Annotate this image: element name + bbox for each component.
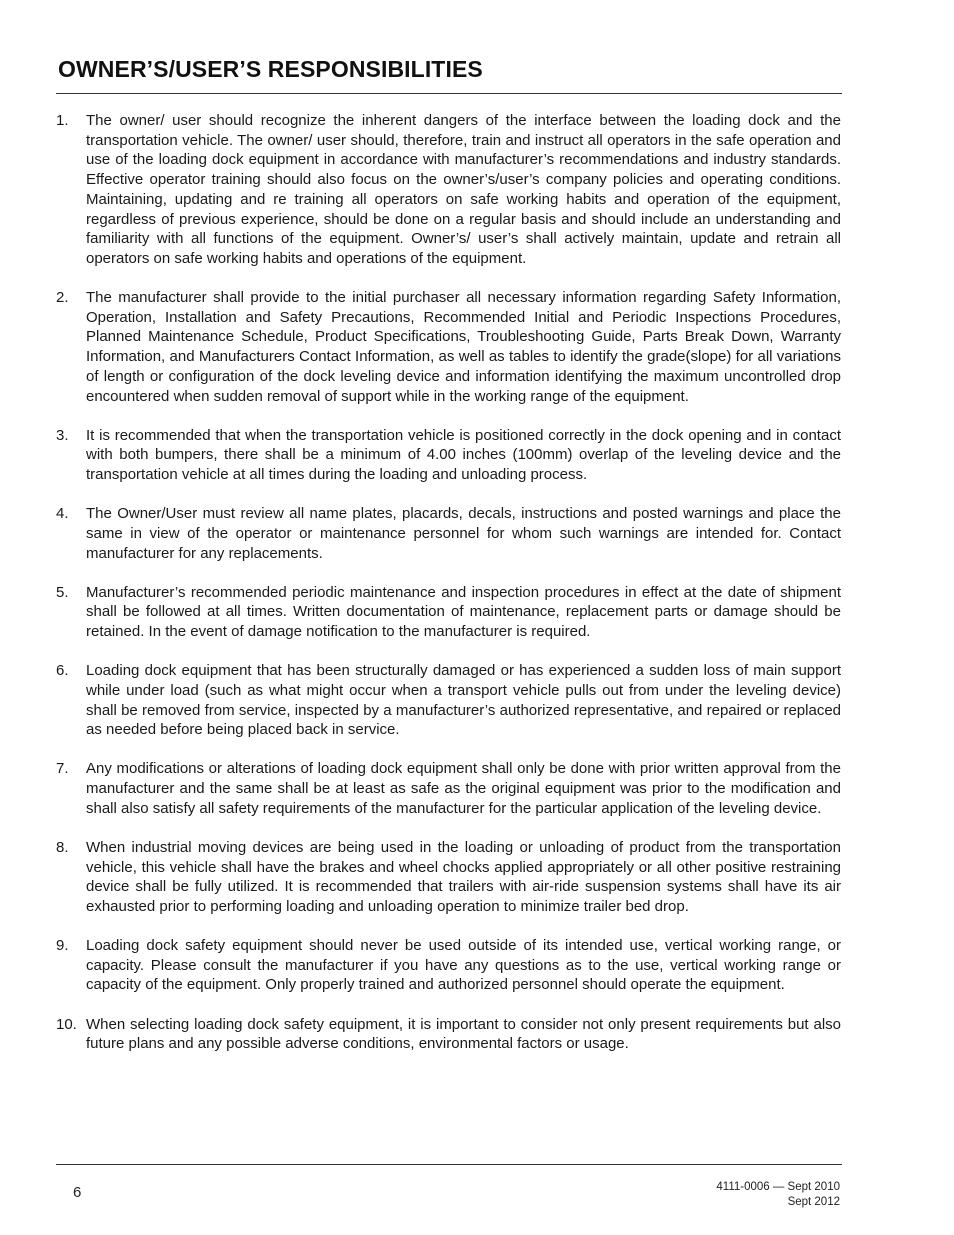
list-item xyxy=(56,426,841,485)
list-item xyxy=(56,661,841,740)
item-number: 9. xyxy=(56,937,69,955)
item-text: Loading dock equipment that has been structurally damaged or has experienced a sudden loss of main support while under load (such as what might occur when a transport vehicle pulls out from under the leveling device) shall be removed from service, inspected by a manufacturer’s authorized representative, and repaired or replaced as needed before being placed back in service. xyxy=(86,662,841,739)
item-text: Any modifications or alterations of loading dock equipment shall only be done with prior written approval from the manufacturer and the same shall be at least as safe as the original equipment was prior to the modification and shall also satisfy all safety requirements of the manufacturer for the particular application of the leveling device. xyxy=(86,760,841,817)
item-number: 10. xyxy=(56,1015,77,1033)
item-text: When selecting loading dock safety equipment, it is important to consider not only present requirements but also future plans and any possible adverse conditions, environmental factors or usage. xyxy=(86,1015,841,1053)
item-text: The owner/ user should recognize the inherent dangers of the interface between the loading dock and the transportation vehicle. The owner/ user should, therefore, train and instruct all operators in the safe operation and use of the loading dock equipment in accordance with manufacturer’s recommendations and industry standards. Effective operator training should also focus on the owner’s/user’s company policies and operating conditions. Maintaining, updating and re training all operators on safe working habits and operation of the equipment, regardless of previous experience, should be done on a regular basis and should include an understanding and familiarity with all functions of the equipment. Owner’s/ user’s shall actively maintain, update and retrain all operators on safe working habits and operations of the equipment. xyxy=(86,112,841,267)
item-number: 1. xyxy=(56,112,69,129)
list-item xyxy=(56,288,841,406)
document-number-date: 4111-0006 — Sept 2010 xyxy=(716,1181,840,1193)
list-item xyxy=(56,504,841,563)
list-item xyxy=(56,936,841,995)
item-text: Manufacturer’s recommended periodic maintenance and inspection procedures in effect at the date of shipment shall be followed at all times. Written documentation of maintenance, replacement parts or damage should be retained. In the event of damage notification to the manufacturer is required. xyxy=(86,583,841,641)
item-number: 2. xyxy=(56,289,69,307)
title-divider xyxy=(56,93,842,94)
page-title: OWNER’S/USER’S RESPONSIBILITIES xyxy=(58,56,483,82)
footer-divider xyxy=(56,1164,842,1165)
item-text: The manufacturer shall provide to the initial purchaser all necessary information regarding Safety Information, Operation, Installation and Safety Precautions, Recommended Initial and Periodic Inspections Procedures, Planned Maintenance Schedule, Product Specifications, Troubleshooting Guide, Parts Break Down, Warranty Information, and Manufacturers Contact Information, as well as tables to identify the grade(slope) for all variations of length or configuration of the dock leveling device and information identifying the maximum uncontrolled drop encountered when sudden removal of support while in the working range of the equipment. xyxy=(86,289,841,405)
page-number: 6 xyxy=(73,1184,82,1201)
responsibilities-list xyxy=(56,111,841,1073)
item-number: 8. xyxy=(56,838,69,856)
item-number: 4. xyxy=(56,505,69,523)
list-item xyxy=(56,583,841,642)
list-item xyxy=(56,1015,841,1054)
item-text: When industrial moving devices are being used in the loading or unloading of product from the transportation vehicle, this vehicle shall have the brakes and wheel chocks applied appropriately or all other positive restraining device shall be fully utilized. It is recommended that trailers with air-ride suspension systems shall have its air exhausted prior to performing loading and unloading operation to minimize trailer bed drop. xyxy=(86,838,841,915)
document-revision-info xyxy=(716,1180,840,1210)
item-number: 6. xyxy=(56,662,69,680)
revision-date: Sept 2012 xyxy=(787,1196,840,1208)
list-item xyxy=(56,759,841,818)
item-text: The Owner/User must review all name plates, placards, decals, instructions and posted warnings and place the same in view of the operator or maintenance personnel for whom such warnings are intended for. Contact manufacturer for any replacements. xyxy=(86,505,841,562)
item-text: Loading dock safety equipment should never be used outside of its intended use, vertical working range, or capacity. Please consult the manufacturer if you have any questions as to the use, vertical working range or capacity of the equipment. Only properly trained and authorized personnel should operate the equipment. xyxy=(86,937,841,994)
item-number: 5. xyxy=(56,583,69,601)
list-item xyxy=(56,838,841,917)
item-text: It is recommended that when the transportation vehicle is positioned correctly in the dock opening and in contact with both bumpers, there shall be a minimum of 4.00 inches (100mm) overlap of the leveling device and the transportation vehicle at all times during the loading and unloading process. xyxy=(86,426,841,484)
item-number: 3. xyxy=(56,426,69,444)
item-number: 7. xyxy=(56,760,69,778)
list-item xyxy=(56,111,841,269)
